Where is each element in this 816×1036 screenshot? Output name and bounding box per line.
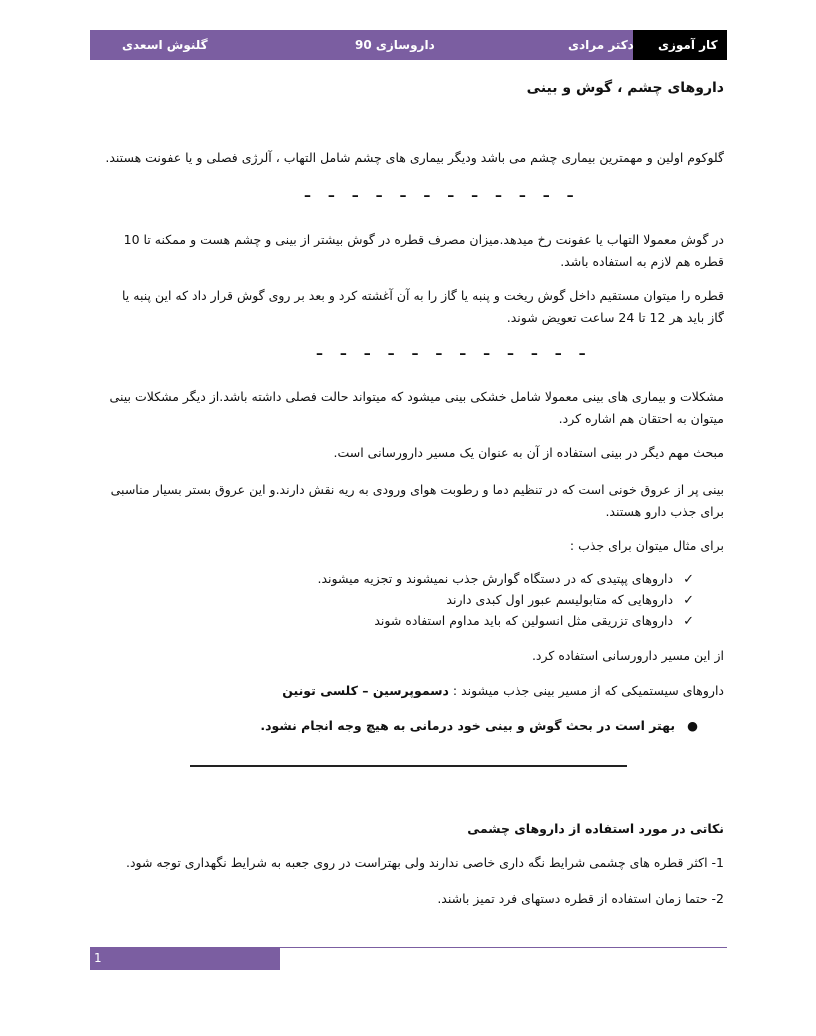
separator-1: – – – – – – – – – – – – bbox=[304, 188, 580, 204]
header-subject: داروسازی 90 bbox=[355, 38, 435, 52]
bullet-note-text: بهتر است در بحث گوش و بینی خود درمانی به هیچ وجه انجام نشود. bbox=[260, 718, 676, 733]
checkmark-icon: ✓ bbox=[683, 572, 694, 587]
paragraph-example-intro: برای مثال میتوان برای جذب : bbox=[569, 538, 724, 553]
separator-2: – – – – – – – – – – – – bbox=[316, 346, 592, 362]
bullet-note bbox=[260, 718, 698, 733]
paragraph-nasal-route: مبحث مهم دیگر در بینی استفاده از آن به عنوان یک مسیر دارورسانی است. bbox=[333, 445, 724, 460]
page-footer bbox=[90, 948, 280, 970]
page-number: 1 bbox=[94, 951, 102, 965]
bullet-icon: ● bbox=[687, 718, 698, 733]
eye-drops-heading: نکاتی در مورد استفاده از داروهای چشمی bbox=[467, 821, 724, 836]
eye-drops-tip-2: 2- حتما زمان استفاده از قطره دستهای فرد تمیز باشند. bbox=[437, 891, 724, 906]
paragraph-nasal-vessels: بینی پر از عروق خونی است که در تنظیم دما و رطوبت هوای ورودی به ریه نقش دارند.و این عروق بستر بسیار مناسبی برای جذب دارو هستند. bbox=[110, 482, 724, 519]
checklist-item-label: داروهای تزریقی مثل انسولین که باید مداوم استفاده شوند bbox=[374, 613, 674, 628]
checklist-item-label: داروهایی که متابولیسم عبور اول کبدی دارند bbox=[446, 592, 674, 607]
eye-drops-tip-1: 1- اکثر قطره های چشمی شرایط نگه داری خاصی ندارند ولی بهتراست در روی جعبه به شرایط نگهداری توجه شود. bbox=[125, 855, 724, 870]
paragraph-ear-drops: قطره را میتوان مستقیم داخل گوش ریخت و پنبه یا گاز را به آن آغشته کرد و بعد بر روی گوش قرار داد که این پنبه یا گاز باید هر 12 تا 24 ساعت تعویض شوند. bbox=[122, 288, 724, 325]
checkmark-icon: ✓ bbox=[683, 593, 694, 608]
checklist-item bbox=[446, 592, 694, 608]
checkmark-icon: ✓ bbox=[683, 614, 694, 629]
systemic-drugs-names: دسموپرسین – کلسی تونین bbox=[282, 683, 449, 698]
paragraph-systemic-drugs bbox=[104, 680, 724, 702]
systemic-drugs-prefix: داروهای سیستمیکی که از مسیر بینی جذب میشوند : bbox=[448, 683, 724, 698]
paragraph-nose: مشکلات و بیماری های بینی معمولا شامل خشکی بینی میشود که میتواند حالت فصلی داشته باشد.از دیگر مشکلات بینی میتوان به احتقان هم اشاره کرد. bbox=[109, 389, 724, 426]
checklist-item bbox=[317, 571, 694, 587]
header-author: گلنوش اسعدی bbox=[122, 38, 208, 52]
paragraph-glaucoma: گلوکوم اولین و مهمترین بیماری چشم می باشد ودیگر بیماری های چشم شامل التهاب ، آلرژی فصلی و یا عفونت هستند. bbox=[105, 150, 724, 165]
document-title: داروهای چشم ، گوش و بینی bbox=[526, 80, 724, 96]
header-course: کار آموزی bbox=[658, 38, 718, 52]
paragraph-ear: در گوش معمولا التهاب یا عفونت رخ میدهد.میزان مصرف قطره در گوش بیشتر از بینی و چشم هست و ممکنه تا 10 قطره هم لازم به استفاده باشد. bbox=[123, 232, 724, 269]
horizontal-rule bbox=[190, 765, 627, 767]
header-doctor: دکتر مرادی bbox=[568, 38, 634, 52]
page-header bbox=[90, 30, 727, 60]
checklist-item bbox=[374, 613, 694, 629]
paragraph-route-usage: از این مسیر دارورسانی استفاده کرد. bbox=[531, 648, 724, 663]
checklist-item-label: داروهای پپتیدی که در دستگاه گوارش جذب نمیشوند و تجزیه میشوند. bbox=[317, 571, 674, 586]
